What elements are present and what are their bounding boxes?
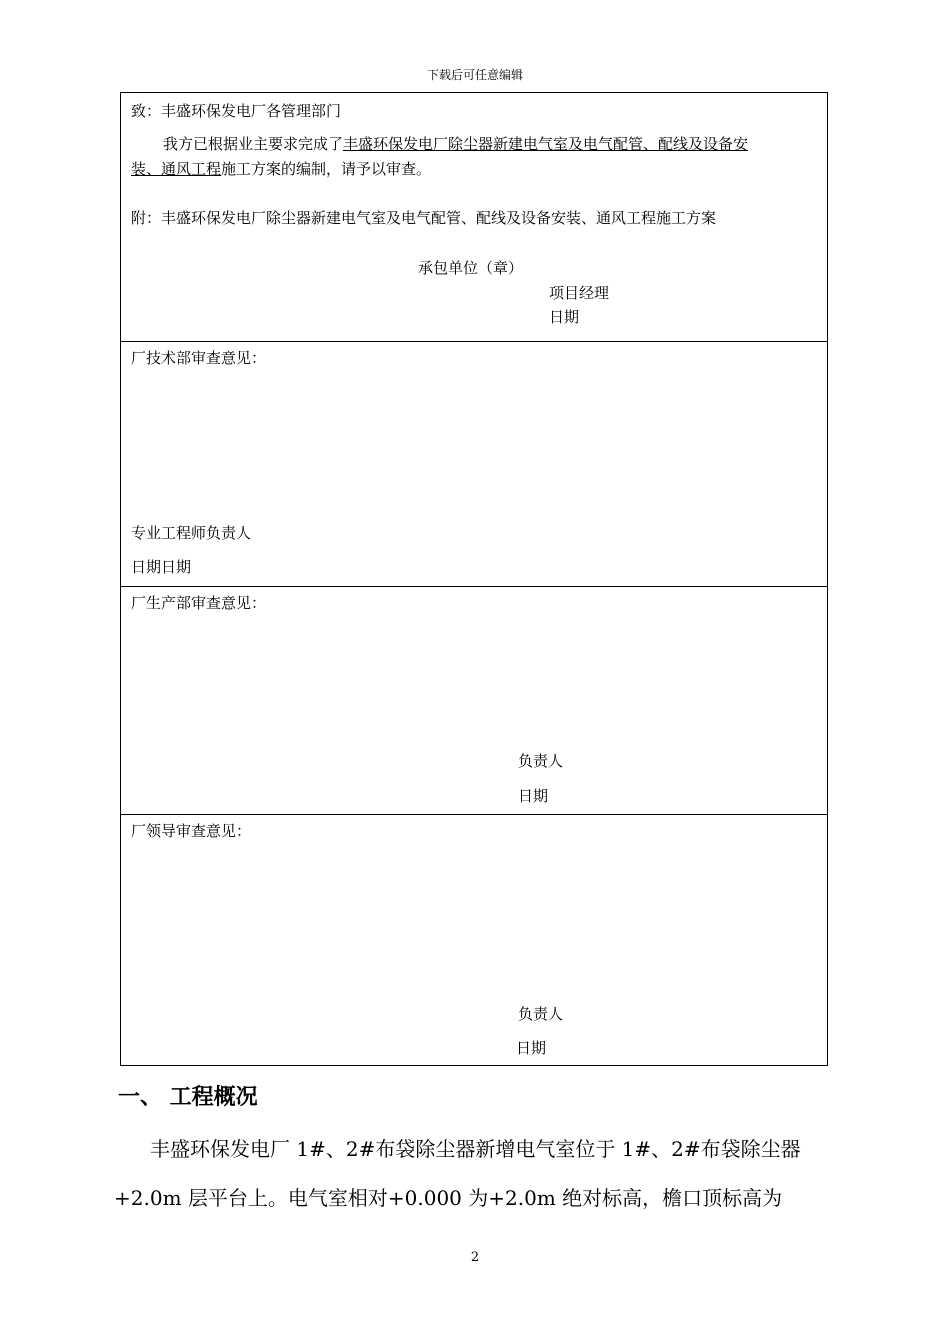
letter-body-suffix: 施工方案的编制，请予以审查。 bbox=[221, 160, 432, 178]
project-manager-label: 项目经理 bbox=[549, 284, 610, 302]
production-review-label: 厂生产部审查意见： bbox=[131, 594, 267, 612]
tech-review-cell bbox=[121, 341, 827, 586]
letter-body-line1 bbox=[163, 133, 748, 154]
tech-review-label: 厂技术部审查意见： bbox=[131, 349, 267, 367]
section-title: 一、 工程概况 bbox=[118, 1085, 258, 1110]
section-paragraph-line1: 丰盛环保发电厂 1#、2#布袋除尘器新增电气室位于 1#、2#布袋除尘器 bbox=[150, 1137, 801, 1161]
leader-review-signer: 负责人 bbox=[518, 1005, 564, 1023]
tech-review-dates: 日期日期 bbox=[131, 558, 192, 576]
letter-body-prefix: 我方已根据业主要求完成了 bbox=[163, 135, 344, 153]
leader-review-date: 日期 bbox=[516, 1039, 547, 1057]
letter-attachment: 附：丰盛环保发电厂除尘器新建电气室及电气配管、配线及设备安装、通风工程施工方案 bbox=[131, 209, 717, 227]
contractor-seal-label: 承包单位（章） bbox=[418, 259, 524, 277]
approval-form-table bbox=[120, 92, 828, 1066]
letter-recipient: 致：丰盛环保发电厂各管理部门 bbox=[131, 102, 342, 120]
letter-cell bbox=[121, 93, 827, 341]
letter-project-name-line2: 装、通风工程 bbox=[131, 160, 222, 178]
letter-project-name-line1: 丰盛环保发电厂除尘器新建电气室及电气配管、配线及设备安 bbox=[343, 135, 749, 153]
production-review-cell bbox=[121, 586, 827, 814]
leader-review-cell bbox=[121, 814, 827, 1067]
production-review-signer: 负责人 bbox=[518, 752, 564, 770]
letter-date-label: 日期 bbox=[549, 308, 580, 326]
header-note: 下载后可任意编辑 bbox=[426, 68, 523, 82]
tech-review-signers: 专业工程师负责人 bbox=[131, 524, 252, 542]
page-number: 2 bbox=[470, 1250, 480, 1265]
letter-body-line2 bbox=[131, 158, 431, 179]
leader-review-label: 厂领导审查意见： bbox=[131, 822, 252, 840]
production-review-date: 日期 bbox=[518, 787, 549, 805]
section-paragraph-line2: +2.0m 层平台上。电气室相对+0.000 为+2.0m 绝对标高，檐口顶标高为 bbox=[114, 1186, 783, 1210]
